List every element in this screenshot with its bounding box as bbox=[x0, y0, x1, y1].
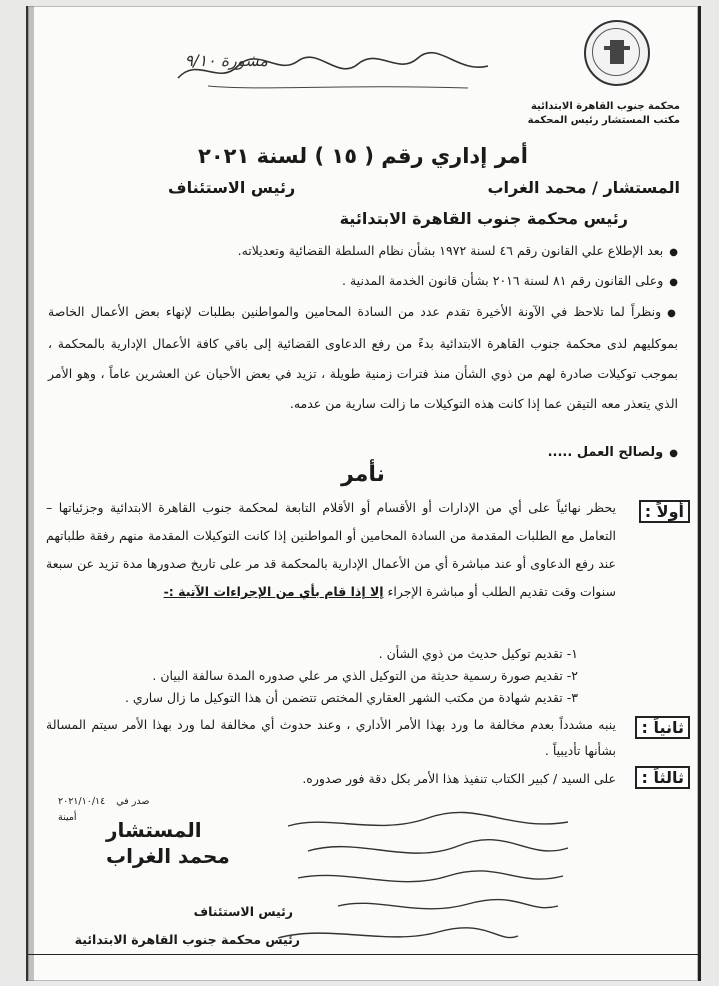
procedure-2: ٢- تقديم صورة رسمية حديثة من التوكيل الذي مر علي صدوره المدة سالفة البيان . bbox=[152, 668, 578, 683]
public-interest: ● ولصالح العمل ..... bbox=[548, 445, 678, 460]
preamble-1: ● بعد الإطلاع علي القانون رقم ٤٦ لسنة ١٩٧٢ بشأن نظام السلطة القضائية وتعديلاته. bbox=[48, 237, 678, 267]
third-text: على السيد / كبير الكتاب تنفيذ هذا الأمر بكل دقة فور صدوره. bbox=[302, 771, 616, 786]
court-line-2: مكتب المستشار رئيس المحكمة bbox=[527, 115, 680, 126]
secretary-label: أمينة bbox=[58, 812, 77, 823]
signature-role-1: رئيس الاستئناف bbox=[193, 904, 293, 919]
notice-paragraph: ● ونظراً لما تلاحظ في الآونة الأخيرة تقدم عدد من السادة المحامين والمواطنين بطلبات لإنهاء بعض الأعمال الخاصة بموكليهم لدى محكمة جنوب القاهرة الابتدائية بدءً من رفع الدعاوى القضائية إلى باقي كافة الأعمال الإدارية بالمحكمة ، بموجب توكيلات صادرة لهم من ذوي الشأن منذ فترات زمنية طويلة ، تزيد في بعض الأحيان عن العشرين عاماً ، وهو الأمر الذي يتعذر معه التيقن عما إذا كانت هذه التوكيلات ما زالت سارية من عدمه. bbox=[48, 297, 678, 419]
court-seal-logo bbox=[584, 20, 650, 86]
order-word: نأمر bbox=[341, 462, 385, 487]
signature-role-2: رئيس محكمة جنوب القاهرة الابتدائية bbox=[74, 932, 300, 947]
preamble-2: ● وعلى القانون رقم ٨١ لسنة ٢٠١٦ بشأن قانون الخدمة المدنية . bbox=[48, 267, 678, 297]
second-text: ينبه مشدداً بعدم مخالفة ما ورد بهذا الأمر الأداري ، وعند حدوث أي مخالفة لما ورد بهذا الأمر سيتم المسالة بشأنها تأديبياً . bbox=[46, 717, 616, 758]
handwritten-note bbox=[168, 36, 498, 96]
signature-title: المستشار bbox=[106, 818, 202, 842]
court-header bbox=[528, 100, 680, 128]
procedure-3: ٣- تقديم شهادة من مكتب الشهر العقاري المختص تتضمن أن هذا التوكيل ما زال ساري . bbox=[124, 690, 578, 705]
svg-text:مشورة ٩/١٠: مشورة ٩/١٠ bbox=[184, 51, 268, 70]
third-label: ثالثاً : bbox=[635, 766, 690, 789]
procedure-1: ١- تقديم توكيل حديث من ذوي الشأن . bbox=[378, 646, 578, 661]
first-text: يحظر نهائياً على أي من الإدارات أو الأقسام أو الأقلام التابعة لمحكمة جنوب القاهرة الابتدائية وجزئياتها – التعامل مع الطلبات المقدمة من السادة المحامين أو المواطنين إذا كانت التوكيلات المقدمة منهم رفقة طلباتهم عند رفع الدعاوى أو عند مباشرة أي من الأعمال الإدارية بالمحكمة قد مر على تاريخ صدورها مدة تزيد عن سبعة سنوات وقت تقديم الطلب أو مباشرة الإجراء bbox=[46, 500, 616, 599]
third-section-label bbox=[635, 766, 690, 789]
issued-label: صدر في bbox=[116, 796, 150, 807]
issued-block bbox=[58, 796, 149, 807]
signature-name: محمد الغراب bbox=[106, 844, 230, 868]
court-president-label: رئيس محكمة جنوب القاهرة الابتدائية bbox=[339, 209, 628, 228]
first-condition: إلا إذا قام بأي من الإجراءات الآتية :- bbox=[163, 584, 384, 599]
handwritten-signatures bbox=[268, 806, 578, 956]
second-section-label bbox=[635, 716, 690, 739]
appeal-president-label: رئيس الاستئناف bbox=[168, 178, 296, 197]
second-label: ثانياً : bbox=[635, 716, 690, 739]
first-label: أولاً : bbox=[639, 500, 690, 523]
bottom-rule bbox=[28, 954, 698, 956]
court-line-1: محكمة جنوب القاهرة الابتدائية bbox=[530, 101, 680, 112]
issued-date: ٢٠٢١/١٠/١٤ bbox=[58, 796, 106, 807]
order-title: أمر إداري رقم ( ١٥ ) لسنة ٢٠٢١ bbox=[198, 144, 528, 168]
counsel-name: المستشار / محمد الغراب bbox=[487, 178, 680, 197]
first-section-label bbox=[639, 500, 690, 523]
document-page bbox=[26, 6, 701, 981]
first-section-text bbox=[46, 494, 616, 606]
